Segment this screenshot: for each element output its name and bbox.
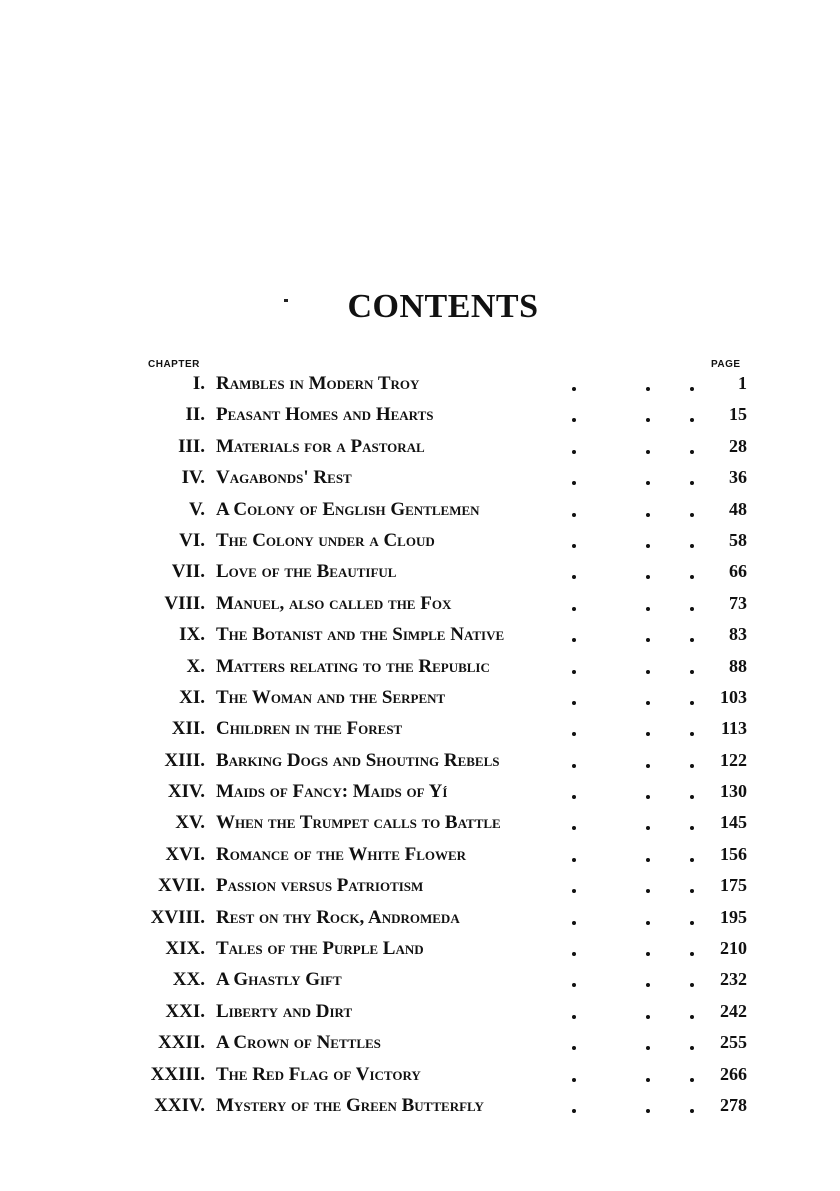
- toc-entry[interactable]: [0, 810, 840, 841]
- leader-dot: [690, 1046, 694, 1050]
- leader-dot: [572, 607, 576, 611]
- toc-entry[interactable]: [0, 748, 840, 779]
- page-number: 156: [720, 843, 747, 864]
- dot-leaders: [216, 404, 732, 426]
- leader-dot: [646, 418, 650, 422]
- toc-entry[interactable]: [0, 999, 840, 1030]
- chapter-title: Materials for a Pastoral: [216, 435, 425, 457]
- toc-entry[interactable]: [0, 497, 840, 528]
- chapter-title: Rest on thy Rock, Andromeda: [216, 906, 460, 928]
- chapter-title: Vagabonds' Rest: [216, 467, 352, 489]
- chapter-number: X.: [186, 655, 205, 677]
- dot-leaders: [216, 718, 732, 740]
- page-number: 175: [720, 875, 747, 896]
- chapter-title: A Colony of English Gentlemen: [216, 498, 480, 520]
- page-number: 242: [720, 1000, 747, 1021]
- leader-dot: [646, 732, 650, 736]
- chapter-number: I.: [192, 373, 205, 394]
- chapter-number: III.: [178, 435, 205, 457]
- chapter-number: XIII.: [164, 749, 205, 771]
- dot-leaders: [216, 656, 732, 678]
- leader-dot: [572, 826, 576, 830]
- chapter-column-heading: CHAPTER: [148, 359, 200, 370]
- page-number: 88: [729, 655, 747, 676]
- chapter-number: XX.: [172, 969, 205, 991]
- chapter-title: A Crown of Nettles: [216, 1032, 381, 1054]
- leader-dot: [690, 1015, 694, 1019]
- leader-dot: [572, 450, 576, 454]
- toc-entry[interactable]: [0, 591, 840, 622]
- leader-dot: [646, 450, 650, 454]
- leader-dot: [572, 921, 576, 925]
- leader-dot: [690, 1078, 694, 1082]
- chapter-number: XVI.: [165, 843, 205, 865]
- leader-dot: [572, 795, 576, 799]
- leader-dot: [690, 418, 694, 422]
- chapter-title: Rambles in Modern Troy: [216, 373, 420, 394]
- leader-dot: [646, 858, 650, 862]
- leader-dot: [646, 889, 650, 893]
- chapter-number: XV.: [175, 812, 205, 834]
- leader-dot: [690, 387, 694, 391]
- leader-dot: [572, 670, 576, 674]
- leader-dot: [690, 826, 694, 830]
- leader-dot: [646, 481, 650, 485]
- leader-dot: [646, 983, 650, 987]
- leader-dot: [646, 513, 650, 517]
- chapter-title: The Red Flag of Victory: [216, 1063, 421, 1085]
- leader-dot: [572, 1015, 576, 1019]
- dot-leaders: [216, 875, 732, 897]
- leader-dot: [572, 858, 576, 862]
- dot-leaders: [216, 781, 732, 803]
- leader-dot: [690, 575, 694, 579]
- leader-dot: [646, 638, 650, 642]
- chapter-number: XIV.: [167, 781, 205, 803]
- leader-dot: [646, 544, 650, 548]
- chapter-title: When the Trumpet calls to Battle: [216, 812, 501, 834]
- toc-entry[interactable]: [0, 1030, 840, 1061]
- chapter-title: Matters relating to the Republic: [216, 655, 490, 677]
- chapter-title: Manuel, also called the Fox: [216, 592, 452, 614]
- leader-dot: [646, 575, 650, 579]
- dot-leaders: [216, 530, 732, 552]
- page-number: 1: [738, 373, 747, 393]
- leader-dot: [572, 544, 576, 548]
- toc-entry[interactable]: [0, 528, 840, 559]
- chapter-title: Passion versus Patriotism: [216, 875, 424, 897]
- toc-entry[interactable]: [0, 559, 840, 590]
- chapter-number: VI.: [179, 529, 205, 551]
- dot-leaders: [216, 436, 732, 458]
- leader-dot: [690, 450, 694, 454]
- dot-leaders: [216, 907, 732, 929]
- toc-entry[interactable]: [0, 905, 840, 936]
- dot-leaders: [216, 750, 732, 772]
- leader-dot: [646, 607, 650, 611]
- page-number: 113: [720, 718, 747, 739]
- page-number: 15: [729, 404, 747, 425]
- leader-dot: [572, 387, 576, 391]
- leader-dot: [646, 701, 650, 705]
- dot-leaders: [216, 373, 732, 395]
- chapter-number: XVII.: [158, 875, 205, 897]
- page-number: 28: [729, 435, 747, 456]
- chapter-title: The Woman and the Serpent: [216, 686, 446, 708]
- page-column-heading: PAGE: [711, 359, 741, 370]
- leader-dot: [690, 1109, 694, 1113]
- leader-dot: [690, 764, 694, 768]
- dot-leaders: [216, 467, 732, 489]
- leader-dot: [690, 795, 694, 799]
- toc-entry[interactable]: [0, 1093, 840, 1124]
- leader-dot: [572, 638, 576, 642]
- chapter-number: VII.: [171, 561, 205, 583]
- chapter-title: Liberty and Dirt: [216, 1000, 353, 1022]
- leader-dot: [646, 1046, 650, 1050]
- page-number: 103: [720, 686, 747, 707]
- dot-leaders: [216, 1064, 732, 1086]
- dot-leaders: [216, 969, 732, 991]
- page-number: 130: [720, 781, 747, 802]
- leader-dot: [646, 1015, 650, 1019]
- dot-leaders: [216, 624, 732, 646]
- chapter-title: Romance of the White Flower: [216, 843, 467, 865]
- page-number: 73: [729, 592, 747, 613]
- leader-dot: [572, 701, 576, 705]
- page-number: 266: [720, 1063, 747, 1084]
- chapter-title: Mystery of the Green Butterfly: [216, 1094, 484, 1116]
- chapter-number: V.: [188, 498, 205, 520]
- leader-dot: [572, 481, 576, 485]
- chapter-number: IV.: [181, 467, 205, 489]
- page-number: 83: [729, 624, 747, 645]
- chapter-title: The Colony under a Cloud: [216, 529, 435, 551]
- leader-dot: [646, 387, 650, 391]
- page-number: 145: [720, 812, 747, 833]
- dot-leaders: [216, 844, 732, 866]
- page-number: 36: [729, 467, 747, 488]
- leader-dot: [646, 1109, 650, 1113]
- leader-dot: [646, 921, 650, 925]
- dot-leaders: [216, 1001, 732, 1023]
- toc-entry[interactable]: [0, 779, 840, 810]
- leader-dot: [572, 764, 576, 768]
- chapter-title: Children in the Forest: [216, 718, 403, 740]
- leader-dot: [690, 638, 694, 642]
- dot-leaders: [216, 499, 732, 521]
- leader-dot: [646, 764, 650, 768]
- dot-leaders: [216, 1095, 732, 1117]
- leader-dot: [690, 544, 694, 548]
- chapter-number: II.: [185, 404, 205, 426]
- leader-dot: [690, 607, 694, 611]
- page-number: 210: [720, 938, 747, 959]
- table-of-contents: [0, 371, 840, 1124]
- leader-dot: [690, 481, 694, 485]
- leader-dot: [690, 952, 694, 956]
- toc-entry[interactable]: [0, 402, 840, 433]
- page-title: CONTENTS: [347, 288, 539, 325]
- chapter-number: XVIII.: [150, 906, 205, 928]
- chapter-number: XXII.: [158, 1032, 205, 1054]
- leader-dot: [572, 1109, 576, 1113]
- chapter-title: Peasant Homes and Hearts: [216, 404, 434, 426]
- leader-dot: [572, 418, 576, 422]
- chapter-number: XXIII.: [150, 1063, 205, 1085]
- leader-dot: [646, 826, 650, 830]
- leader-dot: [572, 952, 576, 956]
- leader-dot: [690, 670, 694, 674]
- toc-entry[interactable]: [0, 716, 840, 747]
- page-number: 195: [720, 906, 747, 927]
- leader-dot: [690, 889, 694, 893]
- leader-dot: [690, 513, 694, 517]
- dot-leaders: [216, 561, 732, 583]
- toc-entry[interactable]: [0, 967, 840, 998]
- chapter-number: XXI.: [165, 1000, 205, 1022]
- leader-dot: [572, 1078, 576, 1082]
- chapter-title: The Botanist and the Simple Native: [216, 624, 505, 646]
- toc-entry[interactable]: [0, 842, 840, 873]
- leader-dot: [572, 575, 576, 579]
- chapter-number: XIX.: [165, 938, 205, 960]
- toc-entry[interactable]: [0, 685, 840, 716]
- leader-dot: [572, 1046, 576, 1050]
- page-number: 58: [729, 529, 747, 550]
- page-number: 66: [729, 561, 747, 582]
- toc-entry[interactable]: [0, 654, 840, 685]
- leader-dot: [646, 952, 650, 956]
- chapter-title: Tales of the Purple Land: [216, 938, 424, 960]
- leader-dot: [572, 983, 576, 987]
- leader-dot: [646, 795, 650, 799]
- chapter-title: Maids of Fancy: Maids of Yí: [216, 781, 448, 803]
- chapter-title: Love of the Beautiful: [216, 561, 397, 583]
- page-number: 232: [720, 969, 747, 990]
- leader-dot: [572, 513, 576, 517]
- toc-entry[interactable]: [0, 1062, 840, 1093]
- page-number: 122: [720, 749, 747, 770]
- leader-dot: [572, 732, 576, 736]
- chapter-number: XII.: [171, 718, 205, 740]
- leader-dot: [690, 701, 694, 705]
- toc-entry[interactable]: [0, 873, 840, 904]
- toc-entry[interactable]: [0, 371, 840, 402]
- dot-leaders: [216, 687, 732, 709]
- leader-dot: [690, 858, 694, 862]
- chapter-number: VIII.: [164, 592, 205, 614]
- leader-dot: [690, 921, 694, 925]
- chapter-number: IX.: [179, 624, 205, 646]
- toc-entry[interactable]: [0, 622, 840, 653]
- leader-dot: [572, 889, 576, 893]
- dot-leaders: [216, 593, 732, 615]
- chapter-title: A Ghastly Gift: [216, 969, 342, 991]
- page-number: 255: [720, 1032, 747, 1053]
- leader-dot: [690, 732, 694, 736]
- page-number: 48: [729, 498, 747, 519]
- toc-entry[interactable]: [0, 936, 840, 967]
- leader-dot: [646, 1078, 650, 1082]
- leader-dot: [690, 983, 694, 987]
- leader-dot: [646, 670, 650, 674]
- page-number: 278: [720, 1094, 747, 1115]
- toc-entry[interactable]: [0, 465, 840, 496]
- chapter-number: XI.: [179, 686, 205, 708]
- dot-leaders: [216, 1032, 732, 1054]
- dot-leaders: [216, 938, 732, 960]
- chapter-number: XXIV.: [154, 1094, 205, 1116]
- dot-leaders: [216, 812, 732, 834]
- toc-entry[interactable]: [0, 434, 840, 465]
- chapter-title: Barking Dogs and Shouting Rebels: [216, 749, 500, 771]
